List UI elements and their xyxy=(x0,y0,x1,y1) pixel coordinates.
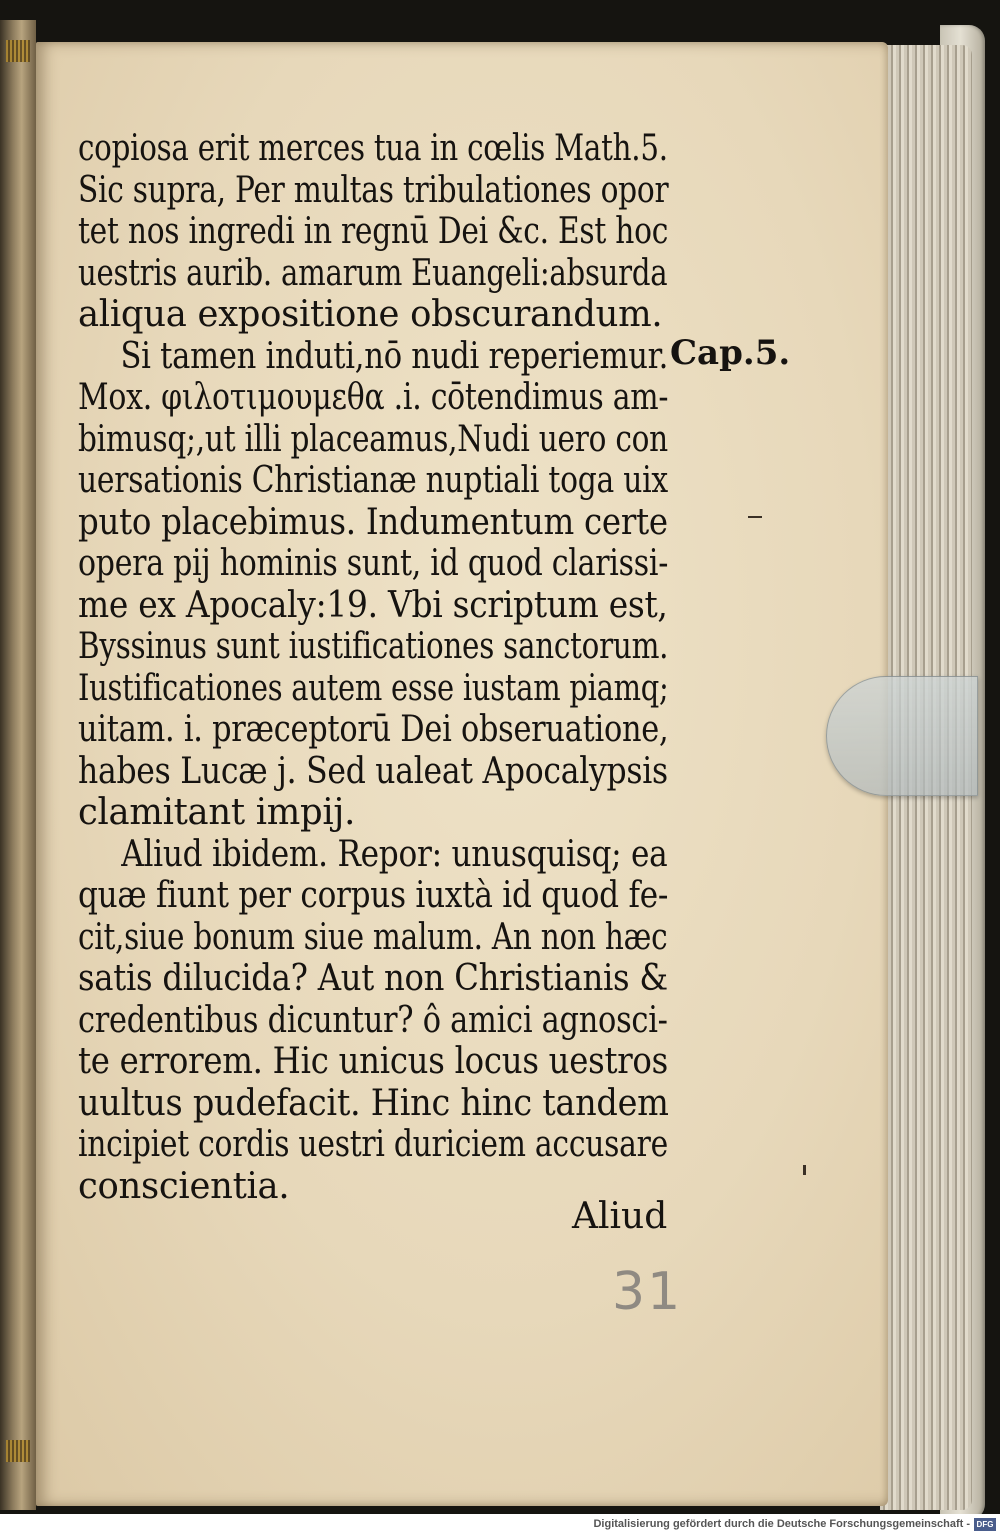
text-line: Aliud ibidem. Repor: unusquisq; ea xyxy=(121,833,668,875)
text-line: credentibus dicuntur? ô amici agnosci- xyxy=(78,999,668,1041)
text-line: conscientia. xyxy=(78,1165,290,1207)
page-clip xyxy=(826,676,978,796)
text-line: aliqua expositione obscurandum. xyxy=(78,294,663,335)
marginal-note: Cap.5. xyxy=(670,333,791,373)
text-line: satis dilucida? Aut non Christianis & xyxy=(78,958,668,999)
dfg-logo-icon: DFG xyxy=(974,1518,996,1531)
text-line: uultus pudefacit. Hinc hinc tandem xyxy=(78,1082,669,1124)
text-line: opera pij hominis sunt, id quod clarissi- xyxy=(78,543,669,584)
left-page-edge xyxy=(0,20,36,1510)
text-line: uitam. i. præceptorū Dei obseruatione, xyxy=(78,709,669,750)
text-line: Si tamen induti,nō nudi reperiemur. xyxy=(120,335,669,377)
folio-number: 31 xyxy=(612,1262,683,1322)
text-line: puto placebimus. Indumentum certe xyxy=(78,501,668,543)
text-line: cit,siue bonum siue malum. An non hæc xyxy=(78,916,668,958)
text-line: Sic supra, Per multas tribulationes opor xyxy=(78,169,669,211)
binding-band-bottom xyxy=(6,1440,30,1462)
text-line: uestris aurib. amarum Euangeli:absurda xyxy=(78,252,668,294)
margin-mark xyxy=(748,516,762,518)
text-line: clamitant impij. xyxy=(78,792,356,833)
footer-bar xyxy=(0,1514,1000,1535)
text-line: bimusq;,ut illi placeamus,Nudi uero con xyxy=(78,418,668,460)
text-line: Mox. φιλοτιμουμεθα .i. cōtendimus am- xyxy=(78,377,669,418)
body-text xyxy=(78,128,678,1207)
text-line: quæ fiunt per corpus iuxtà id quod fe- xyxy=(78,875,669,916)
text-line: Byssinus sunt iustificationes sanctorum. xyxy=(78,626,669,667)
binding-band-top xyxy=(6,40,30,62)
text-line: copiosa erit merces tua in cœlis Math.5. xyxy=(78,128,668,169)
text-line: Iustificationes autem esse iustam piamq; xyxy=(78,667,669,709)
text-line: incipiet cordis uestri duriciem accusare xyxy=(78,1124,668,1165)
text-line: uersationis Christianæ nuptiali toga uix xyxy=(78,460,668,501)
margin-mark xyxy=(803,1165,806,1175)
catchword: Aliud xyxy=(572,1196,668,1237)
funding-credit: Digitalisierung gefördert durch die Deutsche Forschungsgemeinschaft - xyxy=(593,1518,970,1530)
text-line: tet nos ingredi in regnū Dei &c. Est hoc xyxy=(78,211,669,252)
text-line: te errorem. Hic unicus locus uestros xyxy=(78,1041,668,1082)
text-line: me ex Apocaly:19. Vbi scriptum est, xyxy=(78,584,668,626)
text-line: habes Lucæ j. Sed ualeat Apocalypsis xyxy=(78,750,668,792)
